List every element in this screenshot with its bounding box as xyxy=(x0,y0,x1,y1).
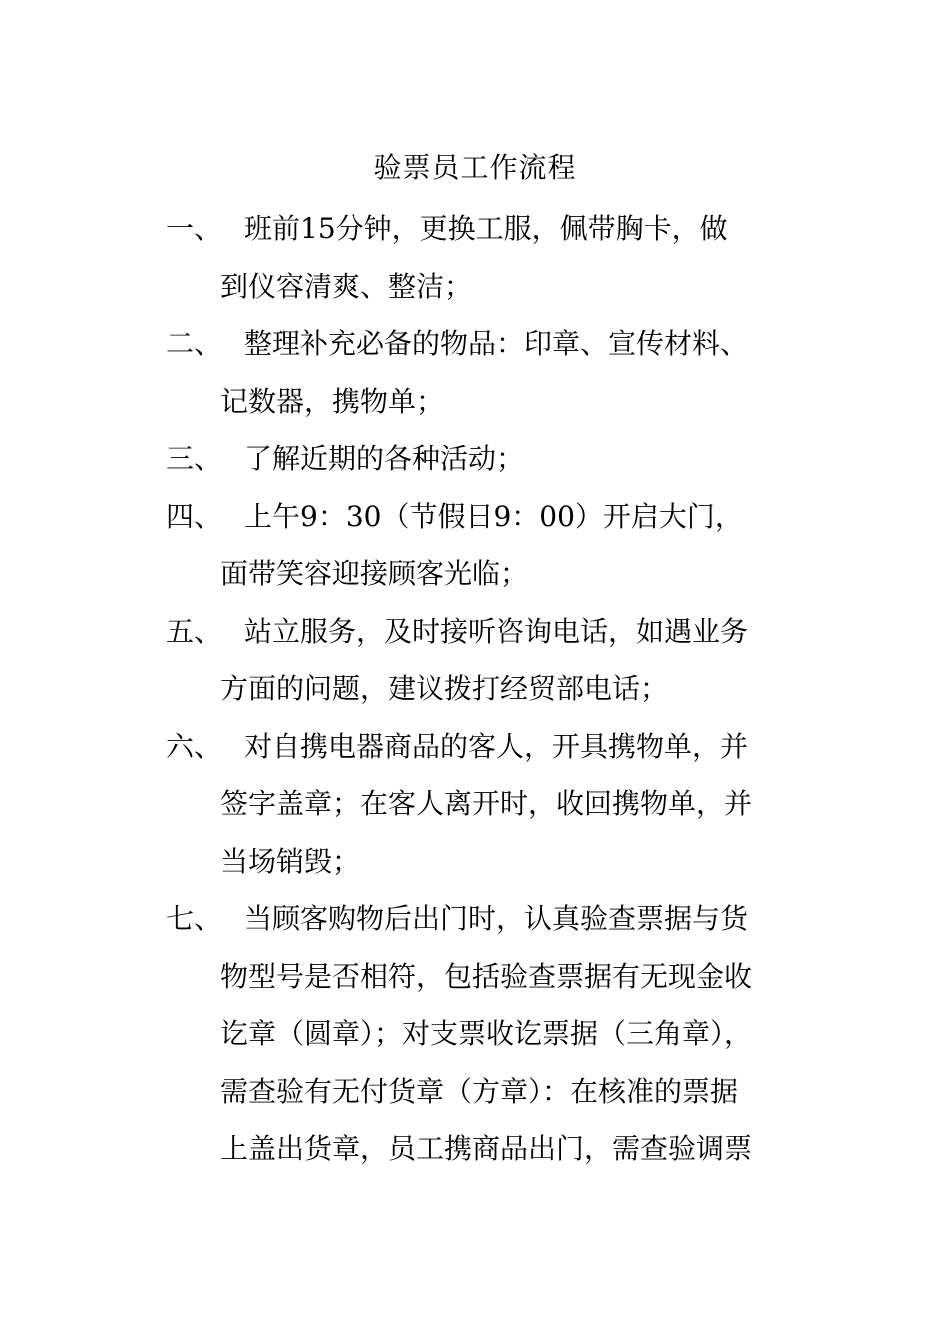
item-text-line: 上午9：30（节假日9：00）开启大门， xyxy=(244,499,743,533)
item-number: 四、 xyxy=(166,499,223,533)
item-text-line: 上盖出货章，员工携商品出门，需查验调票 xyxy=(220,1132,753,1165)
item-text-line: 记数器，携物单； xyxy=(220,384,445,418)
item-text-line: 整理补充必备的物品：印章、宣传材料、 xyxy=(244,327,749,360)
item-text-line: 方面的问题，建议拨打经贸部电话； xyxy=(220,672,669,705)
item-text-line: 需查验有无付货章（方章）：在核准的票据 xyxy=(220,1074,739,1108)
procedure-list xyxy=(166,200,806,1178)
item-number: 七、 xyxy=(166,902,223,935)
item-text-line: 面带笑容迎接顾客光临； xyxy=(220,557,529,590)
list-item xyxy=(166,430,806,488)
list-item xyxy=(166,488,806,603)
item-text-line: 讫章（圆章）；对支票收讫票据（三角章）， xyxy=(220,1017,753,1050)
item-text-line: 站立服务，及时接听咨询电话，如遇业务 xyxy=(244,614,749,648)
item-text-line: 签字盖章；在客人离开时，收回携物单，并 xyxy=(220,787,753,820)
item-text-line: 对自携电器商品的客人，开具携物单，并 xyxy=(244,729,749,763)
list-item xyxy=(166,200,806,315)
item-number: 一、 xyxy=(166,212,223,245)
item-text-line: 到仪容清爽、整洁； xyxy=(220,269,473,303)
item-number: 二、 xyxy=(166,327,223,360)
item-number: 五、 xyxy=(166,614,223,648)
list-item xyxy=(166,718,806,891)
item-text-line: 物型号是否相符，包括验查票据有无现金收 xyxy=(220,959,753,993)
item-text-line: 当顾客购物后出门时，认真验查票据与货 xyxy=(244,902,749,935)
list-item xyxy=(166,603,806,718)
item-text-line: 班前15分钟，更换工服，佩带胸卡，做 xyxy=(244,212,728,245)
document-title: 验票员工作流程 xyxy=(373,151,577,184)
item-text-line: 了解近期的各种活动； xyxy=(244,442,525,475)
item-text-line: 当场销毁； xyxy=(220,844,361,878)
item-number: 六、 xyxy=(166,729,223,763)
item-number: 三、 xyxy=(166,442,223,475)
list-item xyxy=(166,890,806,1178)
list-item xyxy=(166,315,806,430)
